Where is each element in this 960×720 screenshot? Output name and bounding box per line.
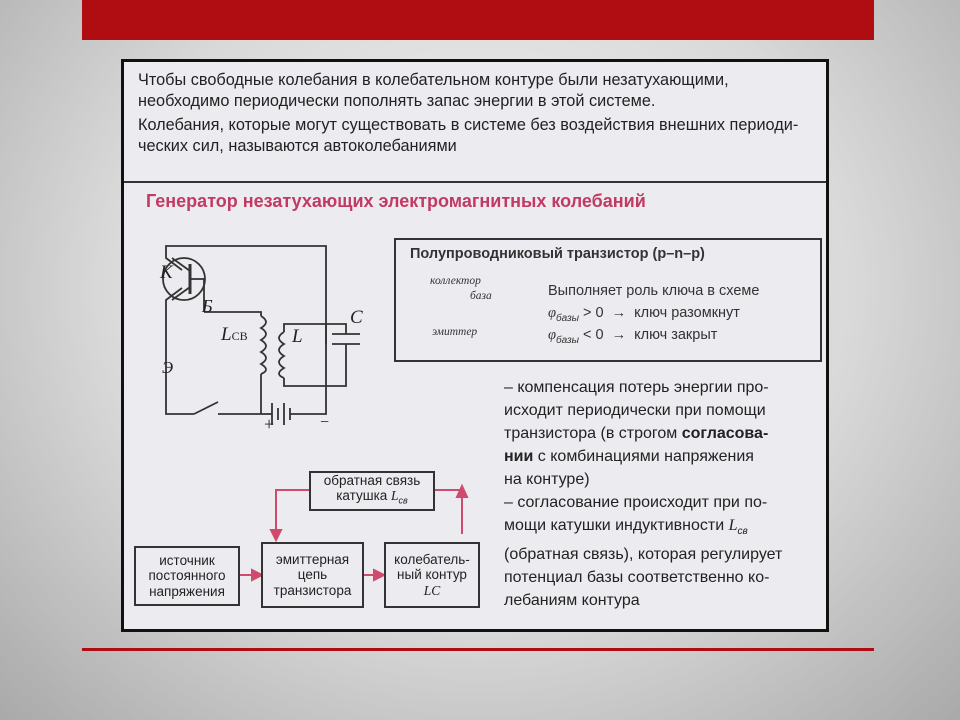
scanned-page (121, 59, 829, 632)
label-base-term: база (470, 290, 492, 302)
label-inductor: L (292, 326, 303, 347)
explanation-line: транзистора (в строгом согласова- (504, 425, 769, 442)
feedback-coil-icon (261, 316, 266, 374)
explanation-line: лебаниям контура (504, 592, 640, 610)
key-open-row: $\varphi_{базы} > 0$ → ключ разомкнут (548, 305, 740, 324)
explanation-line: на контуре) (504, 471, 590, 488)
feedback-coil-block: обратная связь катушка $L_{св}$ (309, 471, 435, 511)
label-emitter: Э (162, 358, 174, 377)
intro-line-1: Чтобы свободные колебания в колебательном контуре были незатухающими, (138, 71, 729, 89)
transistor-box-title: Полупроводниковый транзистор (р–n–р) (410, 246, 705, 262)
explanation-line: исходит периодически при помощи (504, 402, 766, 419)
label-base: Б (202, 296, 213, 316)
explanation-line: потенциал базы соответственно ко- (504, 569, 770, 587)
transistor-info-box (394, 238, 822, 362)
inductor-l-icon (279, 332, 284, 378)
explanation-line: – согласование происходит при по- (504, 494, 768, 511)
label-emitter-term: эмиттер (432, 326, 478, 338)
key-closed-row: $\varphi_{базы} < 0$ → ключ закрыт (548, 327, 718, 346)
label-collector: К (160, 262, 173, 283)
top-accent-bar (82, 0, 874, 40)
label-feedback-coil: LСВ (221, 324, 248, 345)
explanation-line: мощи катушки индуктивности $L_{св}$ (504, 517, 748, 538)
section-heading: Генератор незатухающих электромагнитных колебаний (146, 191, 646, 211)
switch-icon (194, 402, 218, 414)
oscillating-circuit-block: колебатель- ный контур LC (384, 542, 480, 608)
transistor-role: Выполняет роль ключа в схеме (548, 283, 760, 299)
wire-emitter (166, 288, 194, 414)
label-collector-term: коллектор (430, 275, 481, 287)
bottom-accent-line (82, 648, 874, 651)
definition-line-2: ческих сил, называются автоколебаниями (138, 137, 457, 155)
explanation-line: – компенсация потерь энергии про- (504, 379, 769, 396)
dc-source-block: источник постоянного напряжения (134, 546, 240, 606)
explanation-text (504, 376, 822, 612)
explanation-line: (обратная связь), которая регулирует (504, 546, 783, 564)
emitter-circuit-block: эмиттерная цепь транзистора (261, 542, 364, 608)
explanation-line: нии с комбинациями напряжения (504, 448, 754, 465)
label-plus: + (264, 414, 275, 434)
label-minus: − (320, 414, 330, 431)
definition-line-1: Колебания, которые могут существовать в системе без воздействия внешних периоди- (138, 116, 799, 134)
label-capacitor: C (350, 307, 363, 328)
intro-line-2: необходимо периодически пополнять запас энергии в этой системе. (138, 92, 656, 110)
